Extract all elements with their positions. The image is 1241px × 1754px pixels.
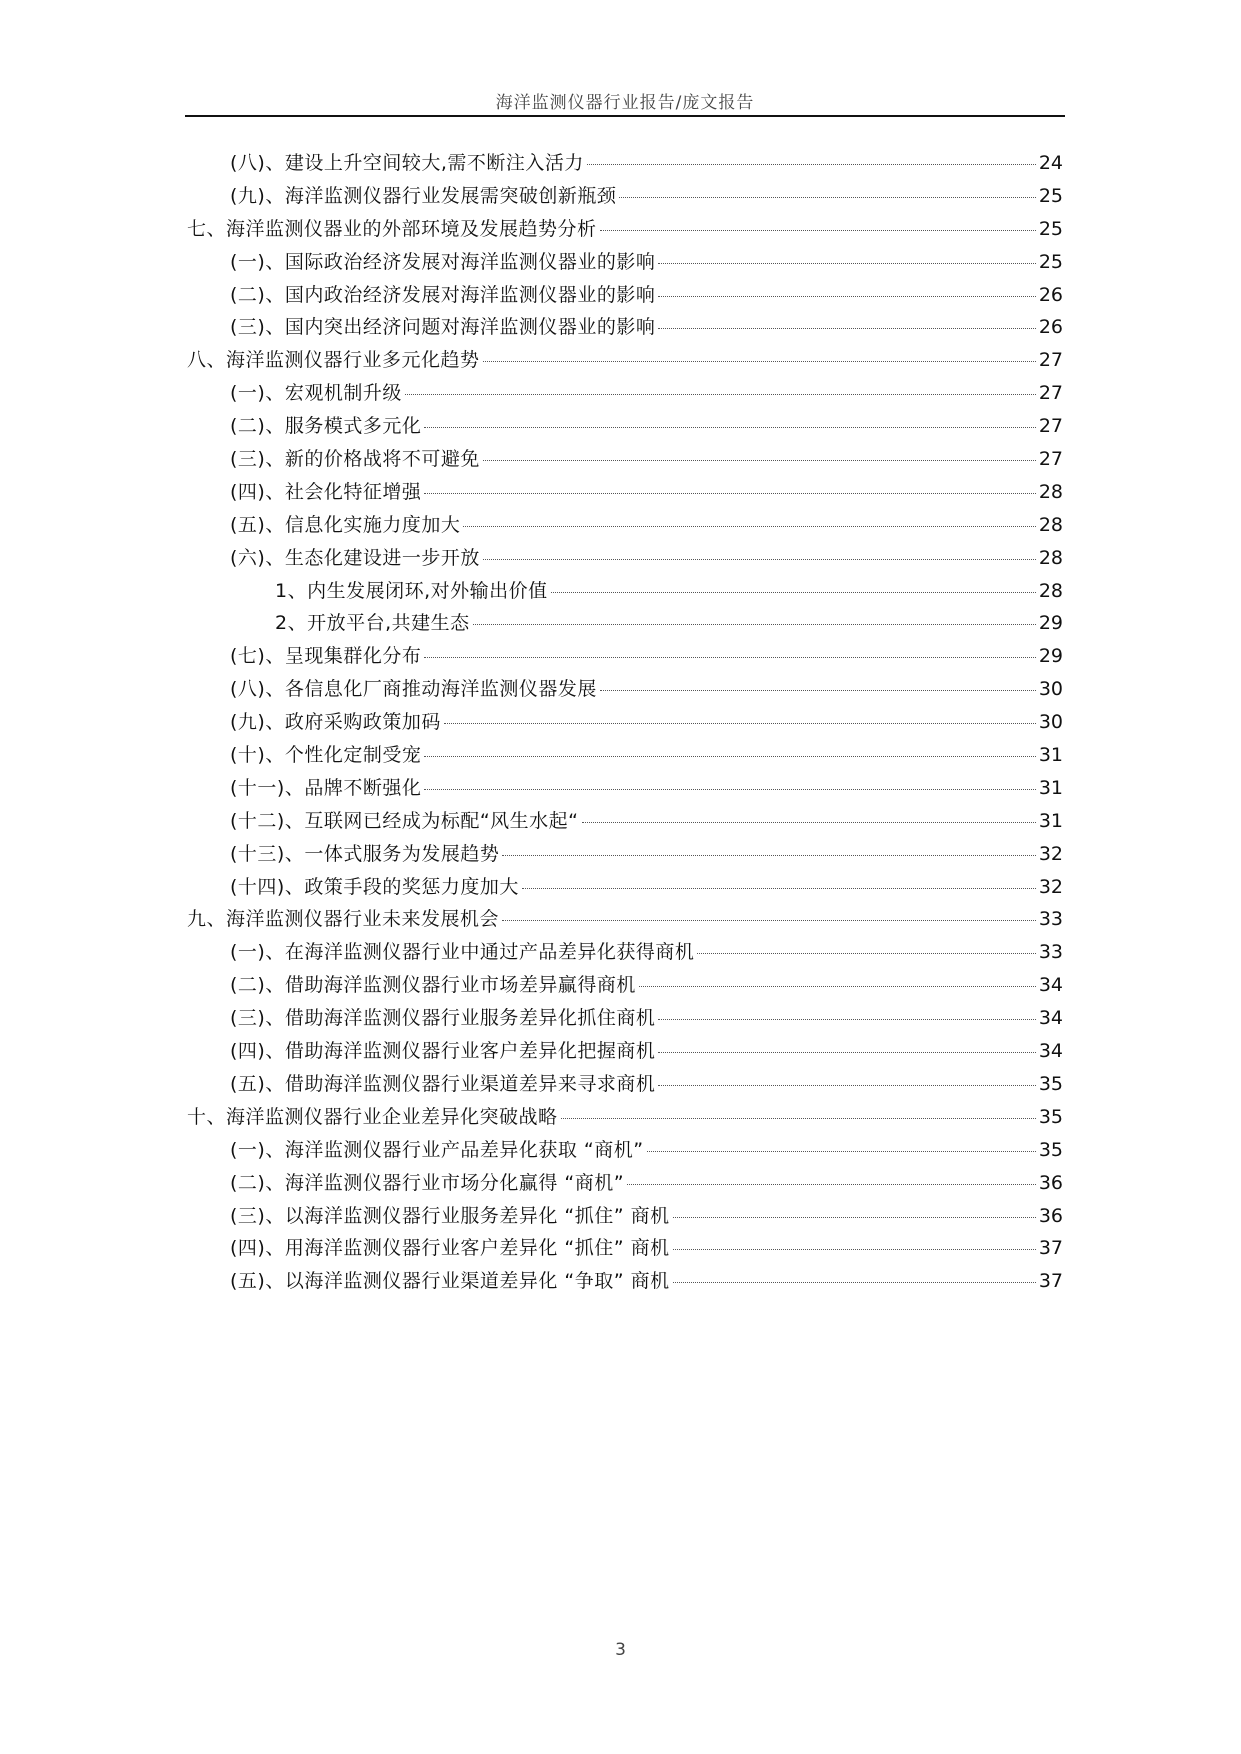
toc-entry[interactable] (187, 1168, 1063, 1201)
toc-entry[interactable] (187, 641, 1063, 674)
toc-entry-page: 35 (1038, 1138, 1063, 1161)
toc-entry[interactable] (187, 247, 1063, 280)
toc-dot-leader (658, 1052, 1035, 1053)
toc-entry-page: 36 (1038, 1204, 1063, 1227)
toc-entry[interactable] (187, 608, 1063, 641)
toc-dot-leader (561, 1118, 1036, 1119)
toc-dot-leader (627, 1184, 1036, 1185)
toc-entry-title: (三)、国内突出经济问题对海洋监测仪器业的影响 (230, 316, 656, 339)
toc-entry-title: (六)、生态化建设进一步开放 (230, 546, 480, 569)
toc-entry[interactable] (187, 148, 1063, 181)
toc-entry-page: 34 (1038, 974, 1063, 997)
toc-entry-title: (一)、海洋监测仪器行业产品差异化获取 “商机” (230, 1138, 644, 1161)
toc-entry[interactable] (187, 214, 1063, 247)
toc-dot-leader (502, 855, 1035, 856)
toc-entry-title: (二)、借助海洋监测仪器行业市场差异赢得商机 (230, 974, 636, 997)
toc-entry-page: 24 (1038, 152, 1063, 174)
toc-dot-leader (483, 361, 1036, 362)
toc-entry[interactable] (187, 510, 1063, 543)
toc-entry-page: 37 (1038, 1237, 1063, 1260)
toc-entry-page: 30 (1038, 711, 1063, 734)
toc-dot-leader (673, 1282, 1036, 1283)
toc-entry[interactable] (187, 1201, 1063, 1234)
toc-entry-title: (十)、个性化定制受宠 (230, 744, 422, 767)
toc-entry-page: 29 (1038, 645, 1063, 668)
toc-entry[interactable] (187, 280, 1063, 313)
toc-entry-page: 36 (1038, 1171, 1063, 1194)
toc-entry-page: 27 (1038, 349, 1063, 372)
toc-entry-title: (一)、在海洋监测仪器行业中通过产品差异化获得商机 (230, 941, 695, 964)
toc-entry[interactable] (187, 806, 1063, 839)
toc-entry[interactable] (187, 1135, 1063, 1168)
toc-dot-leader (522, 888, 1036, 889)
toc-entry-title: 1、内生发展闭环,对外输出价值 (275, 579, 548, 602)
toc-dot-leader (502, 920, 1036, 921)
toc-entry[interactable] (187, 312, 1063, 345)
toc-entry-page: 35 (1038, 1072, 1063, 1095)
toc-entry-title: (二)、国内政治经济发展对海洋监测仪器业的影响 (230, 283, 656, 306)
toc-entry[interactable] (187, 444, 1063, 477)
toc-entry[interactable] (187, 904, 1063, 937)
toc-dot-leader (424, 756, 1035, 757)
toc-entry[interactable] (187, 1003, 1063, 1036)
toc-entry-page: 35 (1038, 1105, 1063, 1128)
toc-entry-title: (十一)、品牌不断强化 (230, 776, 422, 799)
toc-dot-leader (697, 953, 1035, 954)
toc-entry-title: (五)、信息化实施力度加大 (230, 513, 461, 536)
toc-entry-page: 27 (1038, 415, 1063, 438)
toc-entry[interactable] (187, 740, 1063, 773)
toc-entry-title: (十三)、一体式服务为发展趋势 (230, 842, 500, 865)
toc-entry-title: 九、海洋监测仪器行业未来发展机会 (187, 908, 500, 931)
toc-dot-leader (658, 1019, 1035, 1020)
toc-entry-title: (三)、以海洋监测仪器行业服务差异化 “抓住” 商机 (230, 1204, 670, 1227)
toc-entry-page: 34 (1038, 1007, 1063, 1030)
toc-entry-title: (八)、建设上升空间较大,需不断注入活力 (230, 152, 584, 174)
toc-entry-title: (十四)、政策手段的奖惩力度加大 (230, 875, 519, 898)
toc-dot-leader (658, 263, 1035, 264)
toc-dot-leader (658, 1085, 1035, 1086)
toc-entry-page: 29 (1038, 612, 1063, 635)
toc-entry-page: 32 (1038, 875, 1063, 898)
toc-entry[interactable] (187, 1069, 1063, 1102)
toc-entry-title: 十、海洋监测仪器行业企业差异化突破战略 (187, 1105, 558, 1128)
page-header: 海洋监测仪器行业报告/庞文报告 (495, 93, 755, 113)
toc-entry-page: 28 (1038, 579, 1063, 602)
toc-entry-title: (九)、海洋监测仪器行业发展需突破创新瓶颈 (230, 184, 617, 207)
toc-entry-title: (十二)、互联网已经成为标配“风生水起“ (230, 809, 579, 832)
toc-entry-title: (四)、用海洋监测仪器行业客户差异化 “抓住” 商机 (230, 1237, 670, 1260)
toc-entry-page: 33 (1038, 941, 1063, 964)
toc-dot-leader (551, 592, 1036, 593)
toc-entry-page: 26 (1038, 316, 1063, 339)
toc-entry-page: 34 (1038, 1040, 1063, 1063)
toc-dot-leader (424, 427, 1035, 428)
toc-entry[interactable] (187, 576, 1063, 609)
toc-entry[interactable] (187, 378, 1063, 411)
toc-entry-title: (一)、国际政治经济发展对海洋监测仪器业的影响 (230, 250, 656, 273)
toc-dot-leader (424, 493, 1035, 494)
toc-entry[interactable] (187, 674, 1063, 707)
toc-entry-page: 28 (1038, 480, 1063, 503)
toc-entry-title: (五)、借助海洋监测仪器行业渠道差异来寻求商机 (230, 1072, 656, 1095)
toc-entry-title: (四)、社会化特征增强 (230, 480, 422, 503)
toc-dot-leader (424, 789, 1035, 790)
toc-dot-leader (444, 723, 1036, 724)
toc-dot-leader (582, 822, 1036, 823)
toc-dot-leader (463, 526, 1035, 527)
toc-entry[interactable] (187, 1102, 1063, 1135)
toc-entry[interactable] (187, 477, 1063, 510)
toc-entry[interactable] (187, 839, 1063, 872)
page-number: 3 (615, 1640, 626, 1660)
toc-dot-leader (483, 559, 1036, 560)
toc-entry-page: 25 (1038, 250, 1063, 273)
toc-entry-title: (二)、服务模式多元化 (230, 415, 422, 438)
toc-entry[interactable] (187, 937, 1063, 970)
toc-entry-title: (一)、宏观机制升级 (230, 382, 402, 405)
toc-dot-leader (619, 197, 1035, 198)
toc-dot-leader (587, 164, 1036, 165)
toc-dot-leader (600, 230, 1036, 231)
toc-entry[interactable] (187, 707, 1063, 740)
toc-entry-page: 32 (1038, 842, 1063, 865)
table-of-contents (187, 148, 1063, 1299)
header-divider (185, 115, 1065, 117)
toc-dot-leader (483, 460, 1036, 461)
toc-dot-leader (647, 1151, 1036, 1152)
toc-entry-title: (五)、以海洋监测仪器行业渠道差异化 “争取” 商机 (230, 1270, 670, 1293)
toc-entry-page: 28 (1038, 513, 1063, 536)
toc-dot-leader (473, 624, 1036, 625)
toc-entry-title: (九)、政府采购政策加码 (230, 711, 441, 734)
toc-entry-page: 27 (1038, 448, 1063, 471)
toc-entry-title: (八)、各信息化厂商推动海洋监测仪器发展 (230, 678, 597, 701)
toc-dot-leader (600, 690, 1036, 691)
toc-entry-title: (七)、呈现集群化分布 (230, 645, 422, 668)
toc-dot-leader (424, 657, 1035, 658)
toc-entry-page: 25 (1038, 184, 1063, 207)
toc-entry-page: 30 (1038, 678, 1063, 701)
toc-entry[interactable] (187, 773, 1063, 806)
toc-entry[interactable] (187, 345, 1063, 378)
toc-entry-title: 七、海洋监测仪器业的外部环境及发展趋势分析 (187, 217, 597, 240)
toc-entry-title: (三)、借助海洋监测仪器行业服务差异化抓住商机 (230, 1007, 656, 1030)
toc-dot-leader (673, 1217, 1036, 1218)
toc-entry[interactable] (187, 543, 1063, 576)
toc-dot-leader (673, 1249, 1036, 1250)
toc-entry-page: 28 (1038, 546, 1063, 569)
toc-entry-title: (三)、新的价格战将不可避免 (230, 448, 480, 471)
toc-dot-leader (405, 394, 1036, 395)
toc-dot-leader (658, 296, 1035, 297)
toc-entry[interactable] (187, 970, 1063, 1003)
toc-entry-page: 31 (1038, 776, 1063, 799)
toc-entry-title: (四)、借助海洋监测仪器行业客户差异化把握商机 (230, 1040, 656, 1063)
toc-entry-page: 37 (1038, 1270, 1063, 1293)
toc-entry-page: 33 (1038, 908, 1063, 931)
toc-entry[interactable] (187, 872, 1063, 905)
toc-entry[interactable] (187, 1266, 1063, 1299)
toc-entry[interactable] (187, 1036, 1063, 1069)
toc-dot-leader (658, 328, 1035, 329)
toc-entry-page: 25 (1038, 217, 1063, 240)
toc-entry[interactable] (187, 181, 1063, 214)
toc-entry[interactable] (187, 411, 1063, 444)
toc-entry-title: (二)、海洋监测仪器行业市场分化赢得 “商机” (230, 1171, 625, 1194)
toc-entry-page: 31 (1038, 809, 1063, 832)
toc-entry-page: 27 (1038, 382, 1063, 405)
toc-entry-page: 31 (1038, 744, 1063, 767)
toc-entry-title: 八、海洋监测仪器行业多元化趋势 (187, 349, 480, 372)
toc-entry[interactable] (187, 1233, 1063, 1266)
toc-entry-title: 2、开放平台,共建生态 (275, 612, 470, 635)
toc-entry-page: 26 (1038, 283, 1063, 306)
toc-dot-leader (639, 986, 1036, 987)
